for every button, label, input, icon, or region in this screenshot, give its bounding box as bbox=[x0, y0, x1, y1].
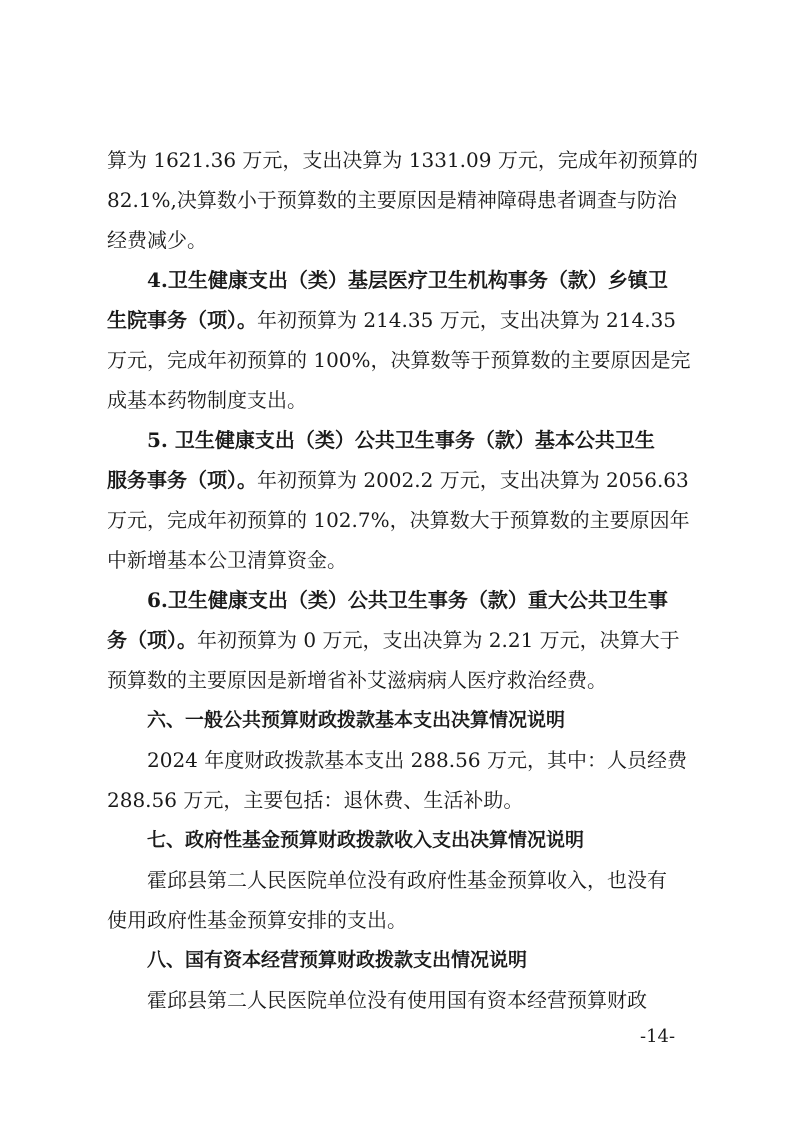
section-heading: 七、政府性基金预算财政拨款收入支出决算情况说明 bbox=[147, 829, 585, 851]
body-text-line: 288.56 万元，主要包括：退休费、生活补助。 bbox=[107, 788, 524, 812]
item-heading-line: 4.卫生健康支出（类）基层医疗卫生机构事务（款）乡镇卫 bbox=[147, 268, 668, 292]
body-text-line: 算为 1621.36 万元，支出决算为 1331.09 万元，完成年初预算的 bbox=[107, 148, 698, 172]
body-text-line: 使用政府性基金预算安排的支出。 bbox=[107, 908, 407, 932]
body-text-line: 2024 年度财政拨款基本支出 288.56 万元，其中：人员经费 bbox=[147, 748, 687, 772]
body-text-line: 霍邱县第二人民医院单位没有使用国有资本经营预算财政 bbox=[147, 988, 647, 1012]
item-heading-line: 务（项）。年初预算为 0 万元，支出决算为 2.21 万元，决算大于 bbox=[107, 628, 680, 652]
item-heading-line: 生院事务（项）。年初预算为 214.35 万元，支出决算为 214.35 bbox=[107, 308, 677, 332]
page-number: -14- bbox=[640, 1026, 676, 1047]
body-text-line: 经费减少。 bbox=[107, 228, 207, 252]
item-heading-line: 6.卫生健康支出（类）公共卫生事务（款）重大公共卫生事 bbox=[147, 588, 668, 612]
body-text-line: 成基本药物制度支出。 bbox=[107, 388, 307, 412]
body-text-line: 霍邱县第二人民医院单位没有政府性基金预算收入，也没有 bbox=[147, 868, 667, 892]
body-text-line: 万元，完成年初预算的 102.7%，决算数大于预算数的主要原因年 bbox=[107, 508, 690, 532]
body-text-line: 预算数的主要原因是新增省补艾滋病病人医疗救治经费。 bbox=[107, 668, 607, 692]
item-heading-line: 服务事务（项）。年初预算为 2002.2 万元，支出决算为 2056.63 bbox=[107, 468, 689, 492]
body-text-line: 中新增基本公卫清算资金。 bbox=[107, 548, 347, 572]
section-heading: 八、国有资本经营预算财政拨款支出情况说明 bbox=[147, 949, 528, 971]
body-text-line: 82.1%,决算数小于预算数的主要原因是精神障碍患者调查与防治 bbox=[107, 188, 677, 212]
item-heading-line: 5. 卫生健康支出（类）公共卫生事务（款）基本公共卫生 bbox=[147, 428, 655, 452]
body-text-line: 万元，完成年初预算的 100%，决算数等于预算数的主要原因是完 bbox=[107, 348, 691, 372]
section-heading: 六、一般公共预算财政拨款基本支出决算情况说明 bbox=[147, 709, 566, 731]
